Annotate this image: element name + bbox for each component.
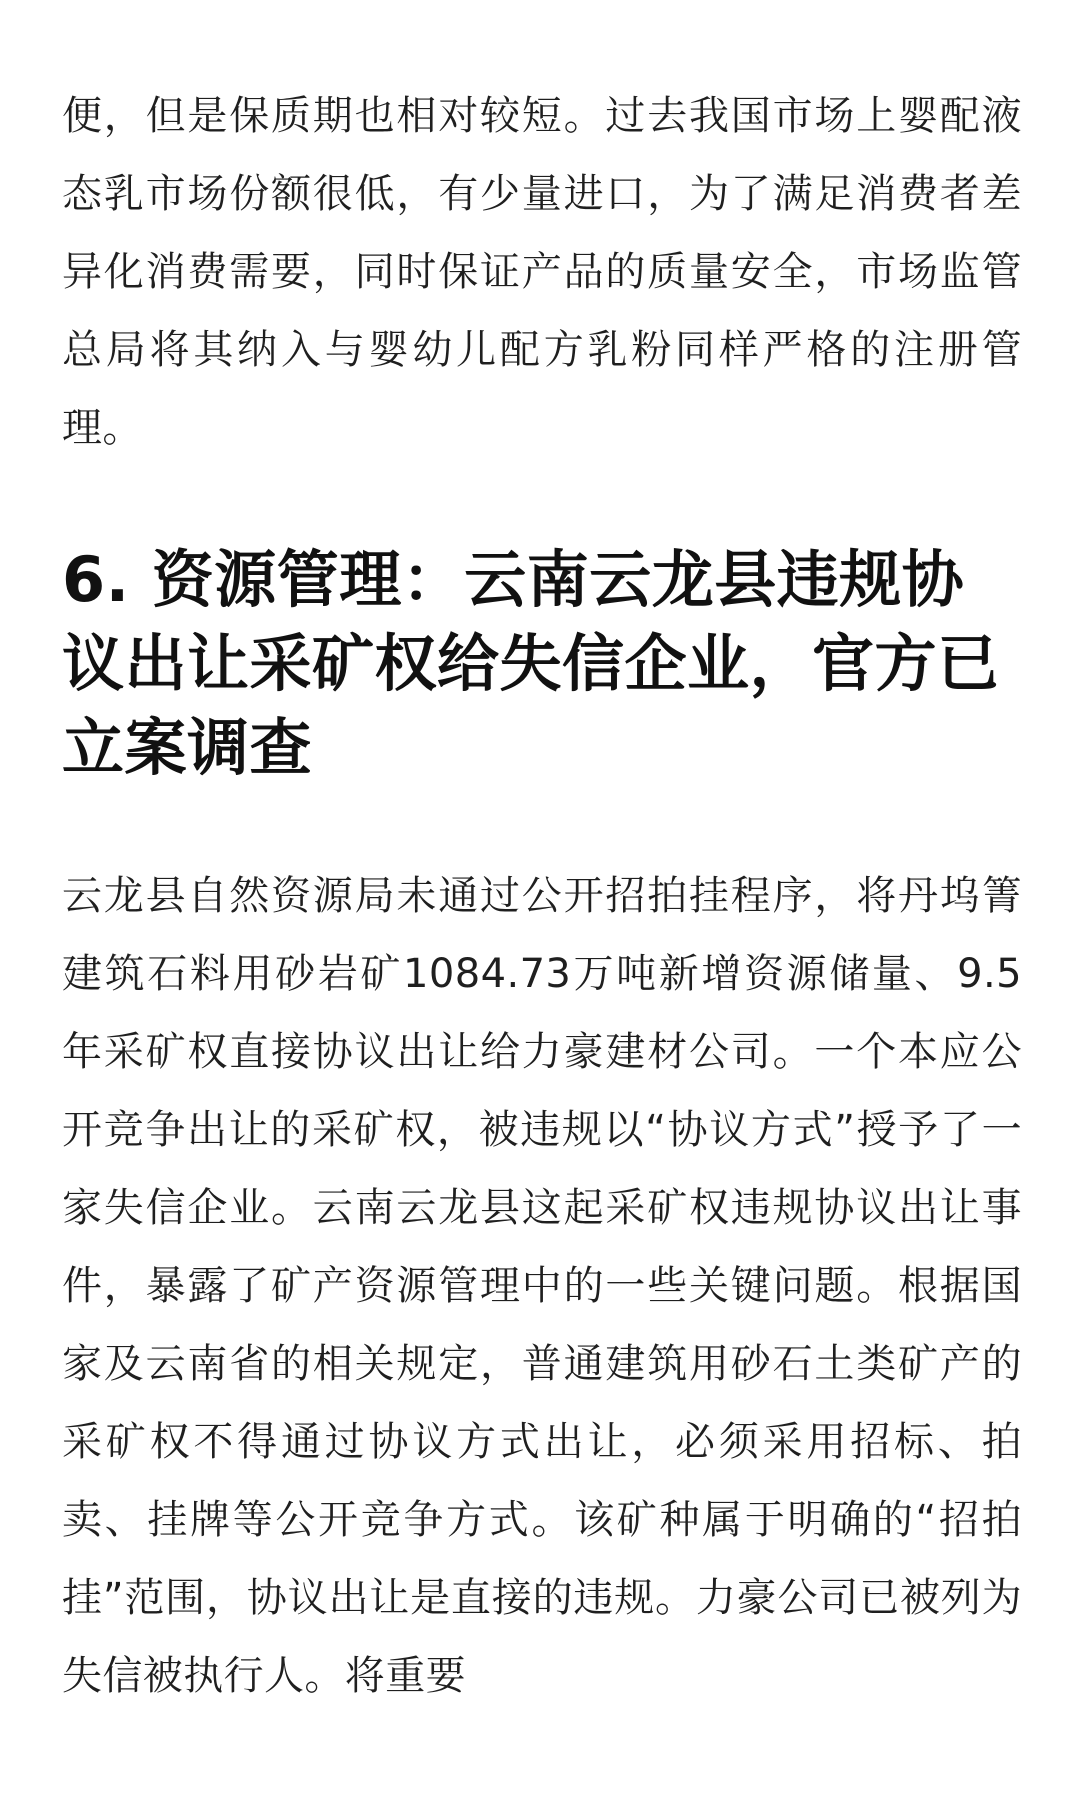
intro-paragraph: 便，但是保质期也相对较短。过去我国市场上婴配液态乳市场份额很低，有少量进口，为了满足消费者差异化消费需要，同时保证产品的质量安全，市场监管总局将其纳入与婴幼儿配方乳粉同样严格的注册管理。: [62, 93, 1022, 451]
section-heading: 6. 资源管理：云南云龙县违规协议出让采矿权给失信企业，官方已立案调查: [62, 543, 1000, 784]
section-body-paragraph: 云龙县自然资源局未通过公开招拍挂程序，将丹坞箐建筑石料用砂岩矿1084.73万吨新增资源储量、9.5年采矿权直接协议出让给力豪建材公司。一个本应公开竞争出让的采矿权，被违规以“协议方式”授予了一家失信企业。云南云龙县这起采矿权违规协议出让事件，暴露了矿产资源管理中的一些关键问题。根据国家及云南省的相关规定，普通建筑用砂石土类矿产的采矿权不得通过协议方式出让，必须采用招标、拍卖、挂牌等公开竞争方式。该矿种属于明确的“招拍挂”范围，协议出让是直接的违规。力豪公司已被列为失信被执行人。将重要: [62, 873, 1022, 1699]
